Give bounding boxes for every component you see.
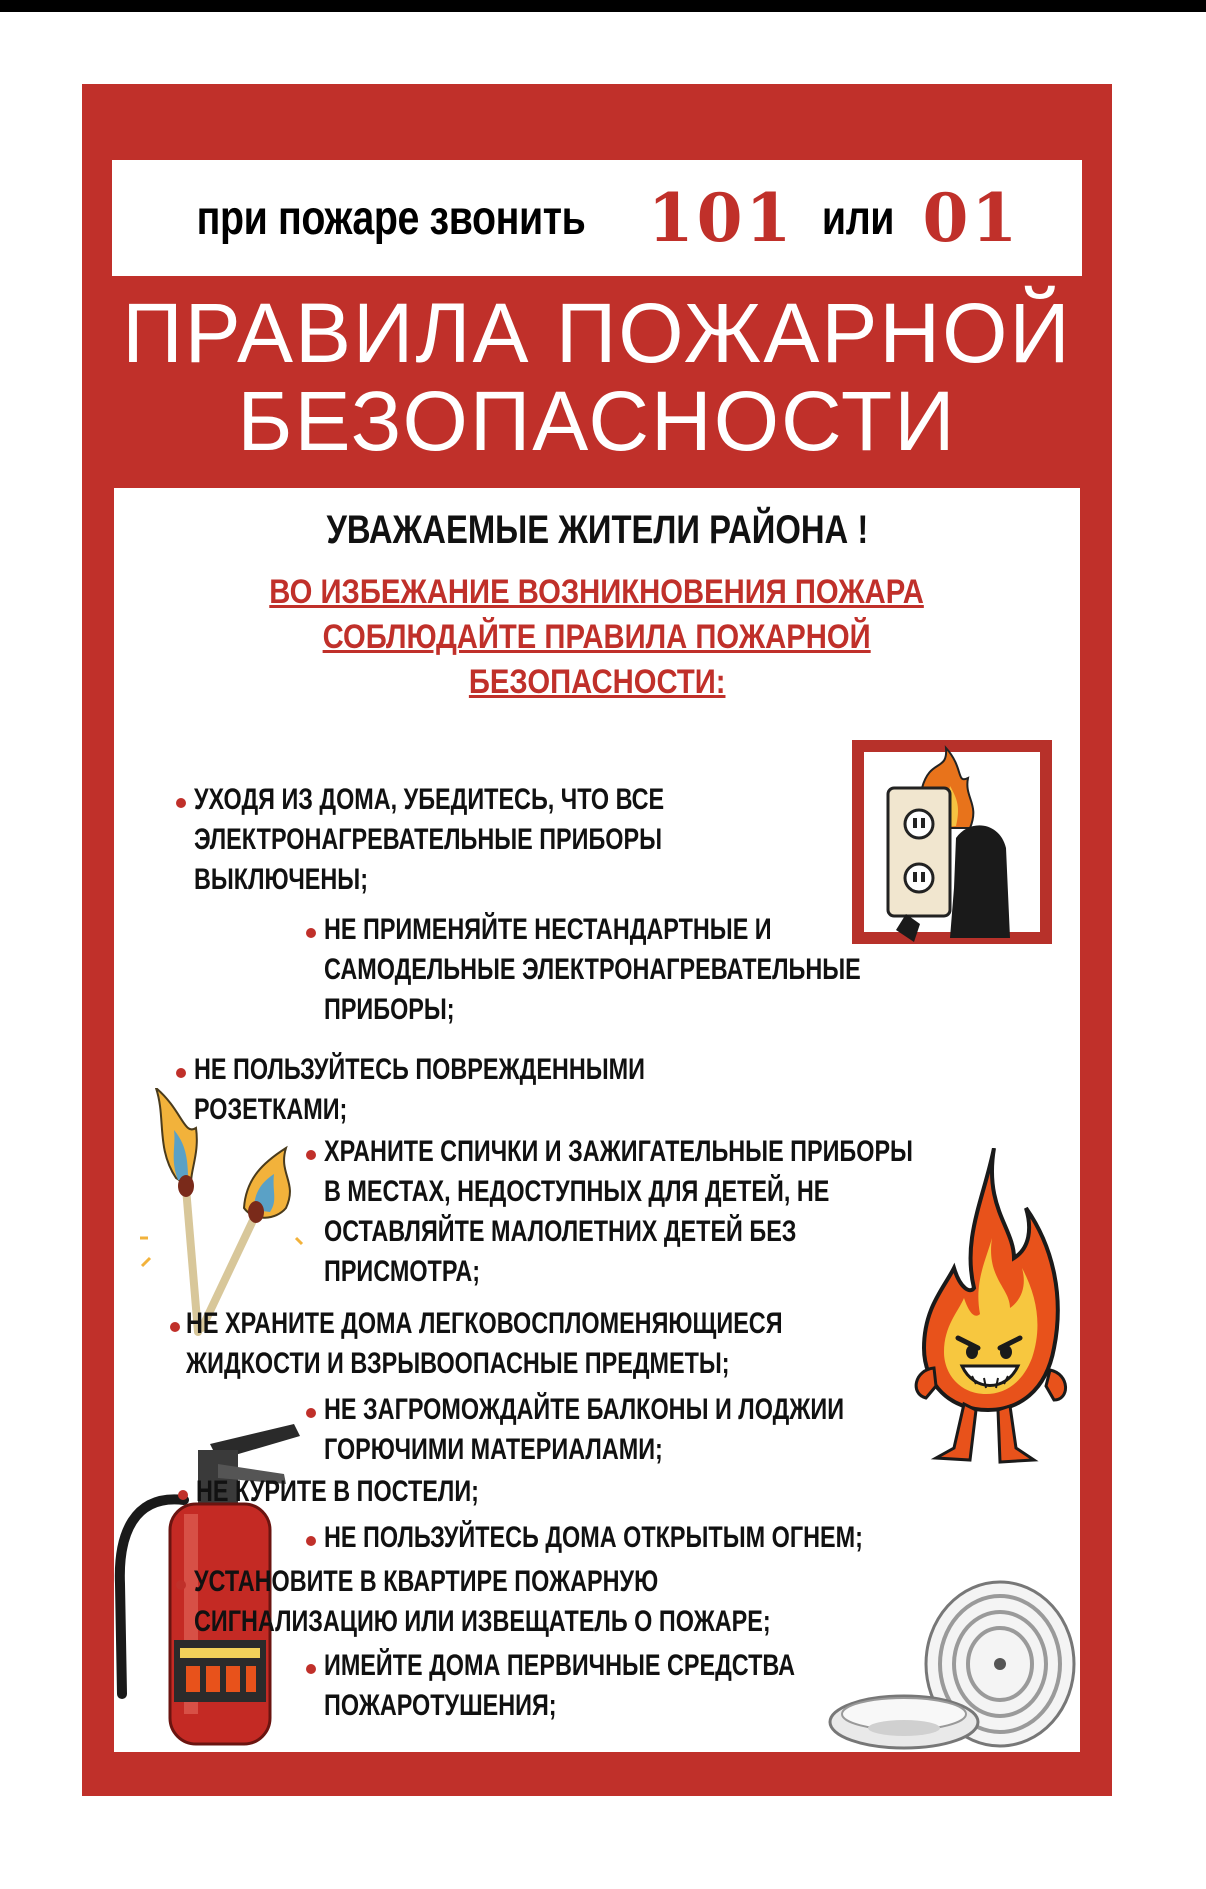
fire-safety-poster: [82, 84, 1112, 1796]
flame-character-icon: [914, 1148, 1070, 1478]
rule-bullet: [176, 1580, 186, 1590]
emergency-number-01: 01: [922, 179, 1021, 257]
rules-panel: [114, 488, 1080, 1752]
intro-line3: БЕЗОПАСНОСТИ:: [468, 663, 726, 701]
rule-item-4: ХРАНИТЕ СПИЧКИ И ЗАЖИГАТЕЛЬНЫЕ ПРИБОРЫ В МЕСТАХ, НЕДОСТУПНЫХ ДЛЯ ДЕТЕЙ, НЕ ОСТАВЛЯЙТЕ МАЛОЛЕТНИХ ДЕТЕЙ БЕЗ ПРИСМОТРА;: [324, 1135, 913, 1288]
rule-item-5: НЕ ХРАНИТЕ ДОМА ЛЕГКОВОСПЛОМЕНЯЮЩИЕСЯ ЖИДКОСТИ И ВЗРЫВООПАСНЫЕ ПРЕДМЕТЫ;: [186, 1307, 783, 1380]
rule-item-2: НЕ ПРИМЕНЯЙТЕ НЕСТАНДАРТНЫЕ И САМОДЕЛЬНЫЕ ЭЛЕКТРОНАГРЕВАТЕЛЬНЫЕ ПРИБОРЫ;: [324, 913, 861, 1026]
emergency-or-text: или: [822, 191, 895, 245]
poster-title: [82, 286, 1112, 468]
top-edge-bar: [0, 0, 1206, 12]
emergency-number-101: 101: [647, 179, 795, 257]
rule-bullet: [306, 1408, 316, 1418]
poster-title-line2: БЕЗОПАСНОСТИ: [237, 374, 957, 468]
rule-bullet: [176, 798, 186, 808]
intro-heading: [114, 570, 1080, 705]
rule-item-7: НЕ КУРИТЕ В ПОСТЕЛИ;: [196, 1475, 479, 1508]
rule-item-1: УХОДЯ ИЗ ДОМА, УБЕДИТЕСЬ, ЧТО ВСЕ ЭЛЕКТРОНАГРЕВАТЕЛЬНЫЕ ПРИБОРЫ ВЫКЛЮЧЕНЫ;: [194, 783, 665, 896]
rule-item-10: ИМЕЙТЕ ДОМА ПЕРВИЧНЫЕ СРЕДСТВА ПОЖАРОТУШЕНИЯ;: [324, 1649, 796, 1722]
intro-line1: ВО ИЗБЕЖАНИЕ ВОЗНИКНОВЕНИЯ ПОЖАРА: [269, 573, 925, 611]
intro-line2: СОБЛЮДАЙТЕ ПРАВИЛА ПОЖАРНОЙ: [322, 618, 872, 656]
rule-item-6: НЕ ЗАГРОМОЖДАЙТЕ БАЛКОНЫ И ЛОДЖИИ ГОРЮЧИМИ МАТЕРИАЛАМИ;: [324, 1393, 845, 1466]
rule-bullet: [170, 1322, 180, 1332]
emergency-call-text: при пожаре звонить: [196, 191, 586, 245]
rule-item-9: УСТАНОВИТЕ В КВАРТИРЕ ПОЖАРНУЮ СИГНАЛИЗАЦИЮ ИЛИ ИЗВЕЩАТЕЛЬ О ПОЖАРЕ;: [194, 1565, 771, 1638]
rule-item-8: НЕ ПОЛЬЗУЙТЕСЬ ДОМА ОТКРЫТЫМ ОГНЕМ;: [324, 1521, 863, 1554]
emergency-call-banner: [112, 160, 1082, 276]
rule-bullet: [176, 1068, 186, 1078]
smoke-detector-icon: [824, 1568, 1080, 1752]
greeting-heading: [114, 508, 1080, 553]
rule-bullet: [306, 1664, 316, 1674]
rule-item-3: НЕ ПОЛЬЗУЙТЕСЬ ПОВРЕЖДЕННЫМИ РОЗЕТКАМИ;: [194, 1053, 645, 1126]
burning-socket-icon: [830, 738, 1066, 970]
rule-bullet: [306, 1150, 316, 1160]
greeting-text: УВАЖАЕМЫЕ ЖИТЕЛИ РАЙОНА !: [326, 508, 868, 552]
rule-bullet: [306, 1536, 316, 1546]
rule-bullet: [306, 928, 316, 938]
rule-bullet: [178, 1490, 188, 1500]
poster-title-line1: ПРАВИЛА ПОЖАРНОЙ: [122, 286, 1072, 380]
